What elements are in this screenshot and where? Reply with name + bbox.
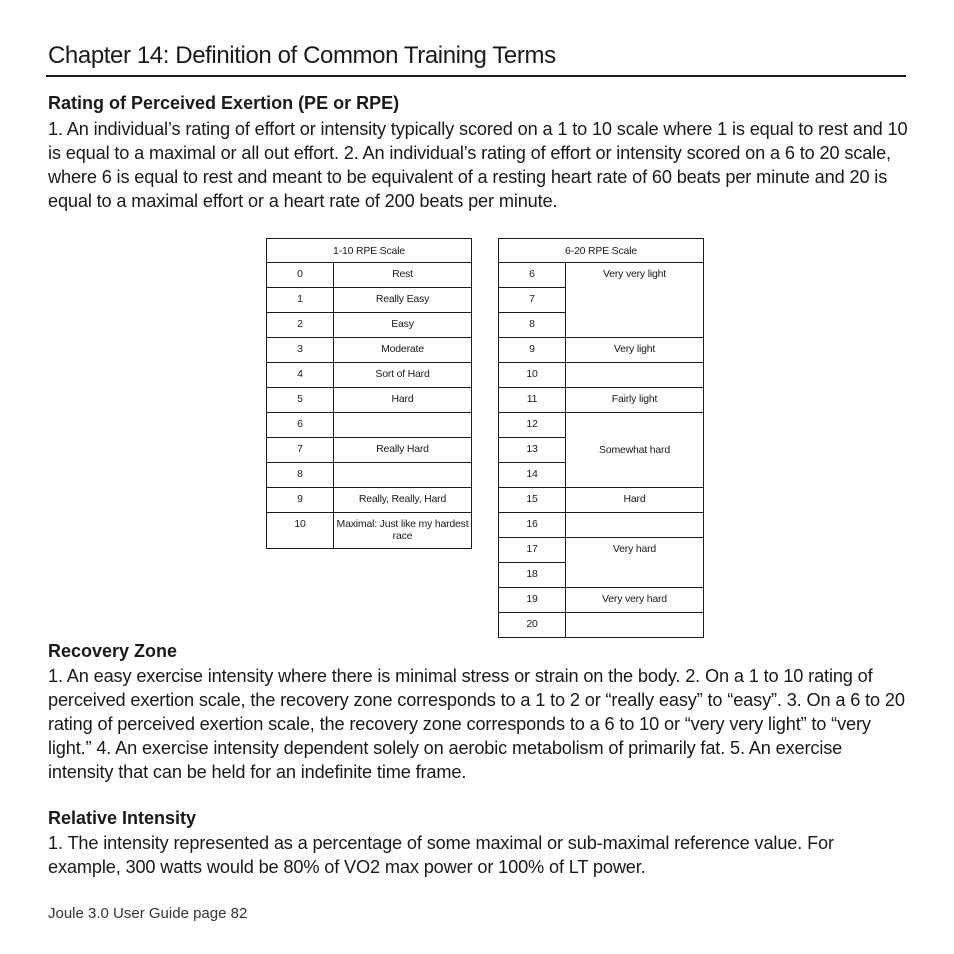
scale-number: 10 [267, 513, 334, 549]
scale-label: Really, Really, Hard [334, 488, 472, 513]
table-row [267, 313, 472, 338]
table-row [499, 338, 704, 363]
scale-number: 1 [267, 288, 334, 313]
scale-label: Hard [566, 488, 704, 513]
scale-label: Really Hard [334, 438, 472, 463]
scale-number: 19 [499, 588, 566, 613]
table-row [267, 413, 472, 438]
scale-label: Fairly light [566, 388, 704, 413]
scale-label-empty [566, 513, 704, 538]
scale-number: 20 [499, 613, 566, 638]
table-row [499, 513, 704, 538]
table-row [499, 613, 704, 638]
title-rule [46, 75, 906, 77]
table-row [499, 263, 704, 288]
scale-number: 8 [499, 313, 566, 338]
table-row [267, 363, 472, 388]
table-row [499, 588, 704, 613]
table-row [499, 363, 704, 388]
table-row [267, 463, 472, 488]
scale-label: Moderate [334, 338, 472, 363]
rpe-6-20-table [498, 238, 704, 638]
scale-number: 11 [499, 388, 566, 413]
scale-number: 14 [499, 463, 566, 488]
scale-number: 9 [499, 338, 566, 363]
scale-number: 17 [499, 538, 566, 563]
scale-number: 15 [499, 488, 566, 513]
scale-label [334, 463, 472, 488]
scale-label: Really Easy [334, 288, 472, 313]
scale-number: 0 [267, 263, 334, 288]
table-row [267, 263, 472, 288]
recovery-zone-heading: Recovery Zone [48, 641, 178, 661]
rpe-heading: Rating of Perceived Exertion (PE or RPE) [48, 93, 400, 113]
scale-label: Easy [334, 313, 472, 338]
table-row [267, 288, 472, 313]
scale-number: 6 [267, 413, 334, 438]
rpe-1-10-table [266, 238, 472, 549]
table-row [499, 413, 704, 438]
scale-label: Rest [334, 263, 472, 288]
scale-label: Very light [566, 338, 704, 363]
table-caption: 1-10 RPE Scale [267, 239, 472, 263]
scale-label: Somewhat hard [566, 413, 704, 488]
scale-number: 2 [267, 313, 334, 338]
relative-intensity-definition: 1. The intensity represented as a percentage of some maximal or sub-maximal reference value. For example, 300 watts would be 80% of VO2 max power or 100% of LT power. [48, 833, 834, 877]
scale-number: 7 [267, 438, 334, 463]
scale-number: 5 [267, 388, 334, 413]
scale-number: 12 [499, 413, 566, 438]
table-row [267, 438, 472, 463]
scale-number: 13 [499, 438, 566, 463]
scale-number: 4 [267, 363, 334, 388]
table-row [267, 388, 472, 413]
scale-label [334, 413, 472, 438]
table-row [267, 488, 472, 513]
recovery-zone-definition: 1. An easy exercise intensity where there is minimal stress or strain on the body. 2. On a 1 to 10 rating of perceived exertion scale, the recovery zone corresponds to a 1 to 2 or “really easy” to “easy”. 3. On a 6 to 20 rating of perceived exertion scale, the recovery zone corresponds to a 6 to 10 or “very very light” to “very light.” 4. An exercise intensity dependent solely on aerobic metabolism of primarily fat. 5. An exercise intensity that can be held for an indefinite time frame. [48, 666, 905, 782]
scale-number: 6 [499, 263, 566, 288]
table-row [267, 338, 472, 363]
scale-number: 10 [499, 363, 566, 388]
scale-label: Very hard [566, 538, 704, 588]
table-row [267, 513, 472, 549]
table-row [499, 488, 704, 513]
scale-label: Maximal: Just like my hardest race [334, 513, 472, 549]
scale-number: 3 [267, 338, 334, 363]
table-row [499, 538, 704, 563]
table-row [499, 388, 704, 413]
scale-number: 8 [267, 463, 334, 488]
scale-number: 18 [499, 563, 566, 588]
scale-label: Hard [334, 388, 472, 413]
scale-label: Sort of Hard [334, 363, 472, 388]
scale-label-empty [566, 613, 704, 638]
page-title: Chapter 14: Definition of Common Training Terms [48, 42, 556, 69]
scale-label-empty [566, 363, 704, 388]
rpe-definition: 1. An individual’s rating of effort or intensity typically scored on a 1 to 10 scale where 1 is equal to rest and 10 is equal to a maximal or all out effort. 2. An individual’s rating of effort or intensity scored on a 6 to 20 scale, where 6 is equal to rest and meant to be equivalent of a resting heart rate of 60 beats per minute and 20 is equal to a maximal effort or a heart rate of 200 beats per minute. [48, 119, 908, 211]
scale-label: Very very light [566, 263, 704, 338]
scale-number: 7 [499, 288, 566, 313]
table-caption: 6-20 RPE Scale [499, 239, 704, 263]
page-footer: Joule 3.0 User Guide page 82 [48, 905, 248, 922]
scale-label: Very very hard [566, 588, 704, 613]
scale-number: 16 [499, 513, 566, 538]
relative-intensity-heading: Relative Intensity [48, 808, 197, 828]
scale-number: 9 [267, 488, 334, 513]
